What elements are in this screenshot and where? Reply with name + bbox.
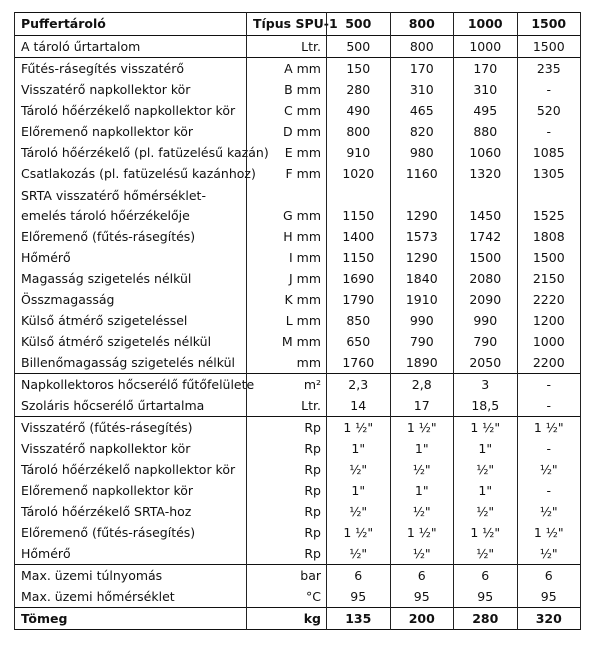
row-value: 1290: [390, 184, 454, 226]
row-value: -: [517, 374, 581, 396]
row-value: 95: [454, 586, 518, 608]
row-unit: Ltr.: [247, 36, 327, 58]
row-unit: A mm: [247, 58, 327, 80]
row-value: 1 ½": [390, 522, 454, 543]
row-value: ½": [390, 459, 454, 480]
row-unit: E mm: [247, 142, 327, 163]
row-value: 310: [390, 79, 454, 100]
row-value: ½": [454, 459, 518, 480]
row-unit: Rp: [247, 438, 327, 459]
row-value: 1790: [327, 289, 391, 310]
row-unit: H mm: [247, 226, 327, 247]
row-value: 1150: [327, 247, 391, 268]
row-unit: L mm: [247, 310, 327, 331]
row-value: 990: [390, 310, 454, 331]
row-value: 1": [327, 480, 391, 501]
row-unit: m²: [247, 374, 327, 396]
row-value: 1085: [517, 142, 581, 163]
type-label: Típus SPU-1: [247, 13, 327, 36]
row-unit: K mm: [247, 289, 327, 310]
row-value: 1760: [327, 352, 391, 374]
specification-table: [14, 12, 581, 630]
row-label: Tároló hőérzékelő SRTA-hoz: [15, 501, 247, 522]
row-value: 800: [390, 36, 454, 58]
row-label: Előremenő napkollektor kör: [15, 480, 247, 501]
row-value: 1 ½": [517, 522, 581, 543]
row-value: 800: [327, 121, 391, 142]
row-value: 170: [454, 58, 518, 80]
row-value: 1 ½": [390, 417, 454, 439]
row-value: 495: [454, 100, 518, 121]
row-label-line1: SRTA visszatérő hőmérséklet-: [21, 188, 206, 203]
row-value: 490: [327, 100, 391, 121]
row-value: 1 ½": [454, 417, 518, 439]
row-value: ½": [517, 501, 581, 522]
row-unit: Ltr.: [247, 395, 327, 417]
row-label: Hőmérő: [15, 543, 247, 565]
row-value: 3: [454, 374, 518, 396]
row-value: 880: [454, 121, 518, 142]
row-value: 1": [327, 438, 391, 459]
row-value: 500: [327, 36, 391, 58]
row-label: Külső átmérő szigetelés nélkül: [15, 331, 247, 352]
table-row: [15, 121, 581, 142]
row-label: Visszatérő napkollektor kör: [15, 438, 247, 459]
row-label-line2: emelés tároló hőérzékelője: [21, 208, 190, 223]
row-label: Max. üzemi túlnyomás: [15, 565, 247, 587]
row-label: Billenőmagasság szigetelés nélkül: [15, 352, 247, 374]
table-row: [15, 480, 581, 501]
row-value: 1890: [390, 352, 454, 374]
table-row: [15, 247, 581, 268]
row-value: ½": [517, 543, 581, 565]
row-value: 910: [327, 142, 391, 163]
table-row: [15, 352, 581, 374]
row-value: 2,8: [390, 374, 454, 396]
table-row: [15, 543, 581, 565]
table-row: [15, 310, 581, 331]
row-value: 2050: [454, 352, 518, 374]
row-unit: mm: [247, 352, 327, 374]
row-label: Tömeg: [15, 608, 247, 630]
row-value: 790: [454, 331, 518, 352]
row-label: Előremenő napkollektor kör: [15, 121, 247, 142]
table-row: [15, 501, 581, 522]
row-value: 280: [454, 608, 518, 630]
row-value: 6: [327, 565, 391, 587]
table-row: [15, 184, 581, 226]
row-label: Tároló hőérzékelő (pl. fatüzelésű kazán): [15, 142, 247, 163]
row-value: 1 ½": [327, 417, 391, 439]
table-row: [15, 438, 581, 459]
row-value: 1 ½": [327, 522, 391, 543]
table-body: [15, 36, 581, 630]
row-value: 1400: [327, 226, 391, 247]
row-label: Összmagasság: [15, 289, 247, 310]
row-value: 6: [517, 565, 581, 587]
row-value: 790: [390, 331, 454, 352]
row-unit: °C: [247, 586, 327, 608]
row-value: 1525: [517, 184, 581, 226]
row-value: 135: [327, 608, 391, 630]
table-row: [15, 36, 581, 58]
row-value: 18,5: [454, 395, 518, 417]
row-label: Szoláris hőcserélő űrtartalma: [15, 395, 247, 417]
row-unit: Rp: [247, 417, 327, 439]
row-value: 1690: [327, 268, 391, 289]
row-value: -: [517, 480, 581, 501]
model-1500: 1500: [517, 13, 581, 36]
row-unit: M mm: [247, 331, 327, 352]
table-row: [15, 522, 581, 543]
row-value: 990: [454, 310, 518, 331]
row-value: 280: [327, 79, 391, 100]
row-value: 1290: [390, 247, 454, 268]
row-value: 1": [390, 480, 454, 501]
row-value: 1305: [517, 163, 581, 184]
row-label: Fűtés-rásegítés visszatérő: [15, 58, 247, 80]
row-label: Visszatérő napkollektor kör: [15, 79, 247, 100]
row-value: -: [517, 395, 581, 417]
table-row: [15, 100, 581, 121]
row-unit: F mm: [247, 163, 327, 184]
row-value: 235: [517, 58, 581, 80]
row-value: 1742: [454, 226, 518, 247]
table-row: [15, 142, 581, 163]
row-value: 2,3: [327, 374, 391, 396]
row-value: 150: [327, 58, 391, 80]
row-value: 1500: [454, 247, 518, 268]
row-value: ½": [390, 543, 454, 565]
row-value: ½": [517, 459, 581, 480]
row-value: 1808: [517, 226, 581, 247]
table-title: Puffertároló: [15, 13, 247, 36]
row-value: 14: [327, 395, 391, 417]
row-value: 1": [454, 438, 518, 459]
table-row: [15, 586, 581, 608]
row-value: ½": [327, 459, 391, 480]
row-value: 1450: [454, 184, 518, 226]
row-value: 17: [390, 395, 454, 417]
row-unit: G mm: [247, 184, 327, 226]
row-value: 200: [390, 608, 454, 630]
row-value: 1000: [517, 331, 581, 352]
row-value: 95: [390, 586, 454, 608]
row-value: 2090: [454, 289, 518, 310]
row-value: 2200: [517, 352, 581, 374]
row-value: -: [517, 79, 581, 100]
row-value: 1160: [390, 163, 454, 184]
table-row: [15, 226, 581, 247]
row-value: 2220: [517, 289, 581, 310]
table-row: [15, 374, 581, 396]
row-unit: kg: [247, 608, 327, 630]
row-value: -: [517, 121, 581, 142]
header-row: [15, 13, 581, 36]
row-unit: J mm: [247, 268, 327, 289]
row-unit: Rp: [247, 543, 327, 565]
row-value: ½": [327, 543, 391, 565]
row-label: [15, 184, 247, 226]
table-row: [15, 79, 581, 100]
row-value: 1840: [390, 268, 454, 289]
row-value: 1150: [327, 184, 391, 226]
row-value: 6: [454, 565, 518, 587]
row-value: 850: [327, 310, 391, 331]
table-row: [15, 608, 581, 630]
row-value: ½": [390, 501, 454, 522]
row-label: Előremenő (fűtés-rásegítés): [15, 226, 247, 247]
row-label: Csatlakozás (pl. fatüzelésű kazánhoz): [15, 163, 247, 184]
row-value: 6: [390, 565, 454, 587]
table-row: [15, 163, 581, 184]
row-value: 1060: [454, 142, 518, 163]
row-label: Napkollektoros hőcserélő fűtőfelülete: [15, 374, 247, 396]
model-500: 500: [327, 13, 391, 36]
table-row: [15, 459, 581, 480]
row-value: 1200: [517, 310, 581, 331]
row-value: 2080: [454, 268, 518, 289]
row-value: 1 ½": [517, 417, 581, 439]
row-unit: Rp: [247, 459, 327, 480]
row-value: 2150: [517, 268, 581, 289]
row-value: 1020: [327, 163, 391, 184]
row-label: Magasság szigetelés nélkül: [15, 268, 247, 289]
table-row: [15, 268, 581, 289]
row-value: ½": [454, 543, 518, 565]
row-label: Visszatérő (fűtés-rásegítés): [15, 417, 247, 439]
row-value: 95: [327, 586, 391, 608]
row-value: 980: [390, 142, 454, 163]
row-unit: Rp: [247, 480, 327, 501]
row-value: 95: [517, 586, 581, 608]
table-row: [15, 417, 581, 439]
table-row: [15, 58, 581, 80]
row-label: Max. üzemi hőmérséklet: [15, 586, 247, 608]
model-800: 800: [390, 13, 454, 36]
table-row: [15, 331, 581, 352]
row-value: 650: [327, 331, 391, 352]
row-unit: D mm: [247, 121, 327, 142]
row-value: 820: [390, 121, 454, 142]
table-row: [15, 565, 581, 587]
row-value: 1500: [517, 36, 581, 58]
row-value: 1 ½": [454, 522, 518, 543]
row-label: A tároló űrtartalom: [15, 36, 247, 58]
row-value: 1": [390, 438, 454, 459]
row-value: 1910: [390, 289, 454, 310]
model-1000: 1000: [454, 13, 518, 36]
row-value: 465: [390, 100, 454, 121]
row-value: 170: [390, 58, 454, 80]
row-unit: C mm: [247, 100, 327, 121]
table-row: [15, 289, 581, 310]
row-unit: bar: [247, 565, 327, 587]
row-value: 1000: [454, 36, 518, 58]
row-value: 1500: [517, 247, 581, 268]
table-row: [15, 395, 581, 417]
row-value: 1": [454, 480, 518, 501]
row-value: 320: [517, 608, 581, 630]
row-value: 1320: [454, 163, 518, 184]
row-value: -: [517, 438, 581, 459]
row-unit: Rp: [247, 522, 327, 543]
row-value: 520: [517, 100, 581, 121]
row-value: ½": [327, 501, 391, 522]
row-label: Hőmérő: [15, 247, 247, 268]
row-unit: B mm: [247, 79, 327, 100]
row-label: Előremenő (fűtés-rásegítés): [15, 522, 247, 543]
row-label: Tároló hőérzékelő napkollektor kör: [15, 100, 247, 121]
row-value: 1573: [390, 226, 454, 247]
row-unit: I mm: [247, 247, 327, 268]
row-label: Tároló hőérzékelő napkollektor kör: [15, 459, 247, 480]
row-value: ½": [454, 501, 518, 522]
row-unit: Rp: [247, 501, 327, 522]
row-value: 310: [454, 79, 518, 100]
row-label: Külső átmérő szigeteléssel: [15, 310, 247, 331]
